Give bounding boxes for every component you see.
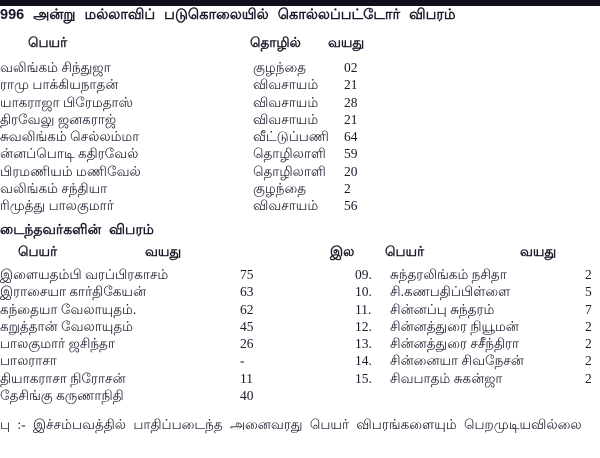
header-serial: இல xyxy=(330,244,355,259)
injured-row xyxy=(0,266,600,283)
injured-serial: 15. xyxy=(355,370,372,386)
injured-age: 2 xyxy=(585,318,592,334)
injured-name: தியாகராசா நிரோசன் xyxy=(0,370,126,386)
victim-occupation: விவசாயம் xyxy=(253,111,319,127)
killed-row xyxy=(0,128,600,145)
injured-table-right-column xyxy=(0,266,600,387)
footer-note: பு :- இச்சம்பவத்தில் பாதிப்படைந்த அனைவரது பெயர் விபரங்களையும் பெறமுடியவில்லை xyxy=(0,417,582,432)
killed-table xyxy=(0,59,600,215)
injured-age: - xyxy=(240,353,245,369)
victim-name: பிரமணியம் மணிவேல் xyxy=(0,163,141,179)
killed-row xyxy=(0,111,600,128)
injured-name: சுந்தரலிங்கம் நசிதா xyxy=(390,267,507,282)
victim-occupation: வீட்டுப்பணி xyxy=(253,129,329,145)
document-title: 996 அன்று மல்லாவிப் படுகொலையில் கொல்லப்பட்டோர் விபரம் xyxy=(0,7,456,23)
killed-row xyxy=(0,163,600,180)
injured-name: சின்னத்துரை நியூமன் xyxy=(390,318,519,334)
header-occupation: தொழில் xyxy=(250,35,301,50)
injured-serial: 14. xyxy=(355,353,372,369)
victim-age: 02 xyxy=(344,60,358,75)
injured-serial: 10. xyxy=(355,284,372,300)
injured-name: சின்னத்துரை சசீந்திரா xyxy=(390,336,520,352)
victim-occupation: தொழிலாளி xyxy=(253,163,326,179)
header-age: வயது xyxy=(328,35,365,50)
victim-name: ரிமுத்து பாலகுமார் xyxy=(0,198,114,214)
injured-name: சின்னையா சிவநேசன் xyxy=(390,353,524,369)
injured-row xyxy=(0,387,600,404)
injured-serial: 09. xyxy=(355,267,372,282)
killed-row xyxy=(0,94,600,111)
victim-age: 28 xyxy=(344,94,358,110)
injured-row xyxy=(0,352,600,369)
header-name-right: பெயர் xyxy=(385,244,425,259)
killed-row xyxy=(0,180,600,197)
injured-name: பாலகுமார் ஜசிந்தா xyxy=(0,336,115,352)
victim-occupation: விவசாயம் xyxy=(253,77,319,93)
injured-name: இளையதம்பி வரப்பிரகாசம் xyxy=(0,267,169,282)
injured-age: 2 xyxy=(585,336,592,352)
header-name: பெயர் xyxy=(28,35,68,50)
victim-occupation: விவசாயம் xyxy=(253,94,319,110)
injured-age: 7 xyxy=(585,301,592,317)
victim-name: சுவலிங்கம் செல்லம்மா xyxy=(0,129,140,145)
killed-row xyxy=(0,145,600,162)
victim-age: 20 xyxy=(344,163,358,179)
injured-serial: 11. xyxy=(355,301,372,317)
injured-row xyxy=(0,301,600,318)
injured-age: 26 xyxy=(240,336,254,352)
victim-occupation: தொழிலாளி xyxy=(253,146,326,162)
header-age-left: வயது xyxy=(145,244,182,259)
injured-age: 2 xyxy=(585,370,592,386)
victim-occupation: குழந்தை xyxy=(253,60,307,75)
injured-name: கந்தையா வேலாயுதம். xyxy=(0,301,137,317)
injured-section-heading: டைந்தவர்களின் விபரம் xyxy=(0,221,154,237)
victim-age: 21 xyxy=(344,77,358,93)
injured-name: பாலராசா xyxy=(0,353,57,369)
injured-name: கறுத்தான் வேலாயுதம் xyxy=(0,318,134,334)
scan-top-edge-bar xyxy=(0,0,600,6)
injured-row xyxy=(0,318,600,335)
injured-name: சிவபாதம் சுகன்ஜா xyxy=(390,370,503,386)
injured-row xyxy=(0,335,600,352)
header-age-right: வயது xyxy=(520,244,557,259)
injured-age: 62 xyxy=(240,301,254,317)
header-name-left: பெயர் xyxy=(18,244,58,259)
victim-name: யாகராஜா பிரேமதாஸ் xyxy=(0,94,134,110)
victim-occupation: விவசாயம் xyxy=(253,198,319,214)
victim-age: 2 xyxy=(344,181,351,197)
victim-age: 56 xyxy=(344,198,358,214)
killed-row xyxy=(0,197,600,214)
killed-row xyxy=(0,76,600,93)
injured-age: 11 xyxy=(240,370,253,386)
injured-row xyxy=(0,370,600,387)
injured-name: சி.கணபதிப்பிள்ளை xyxy=(390,284,511,300)
injured-age: 63 xyxy=(240,284,254,300)
victim-name: வலிங்கம் சிந்துஜா xyxy=(0,60,111,75)
victim-name: ன்னப்பொடி கதிரவேல் xyxy=(0,146,139,162)
victim-name: வலிங்கம் சந்தியா xyxy=(0,181,108,197)
injured-age: 2 xyxy=(585,267,592,282)
injured-row xyxy=(0,283,600,300)
victim-age: 21 xyxy=(344,111,358,127)
injured-name: சின்னப்பு சுந்தரம் xyxy=(390,301,495,317)
injured-name: இராசையா கார்திகேயன் xyxy=(0,284,147,300)
killed-row xyxy=(0,59,600,76)
victim-name: ராமு பாக்கியநாதன் xyxy=(0,77,119,93)
injured-age: 5 xyxy=(585,284,592,300)
injured-table-header xyxy=(0,244,600,262)
victim-occupation: குழந்தை xyxy=(253,181,307,197)
killed-table-header xyxy=(0,35,600,53)
injured-name: தேசிங்கு கருணாநிதி xyxy=(0,388,124,404)
victim-name: திரவேலு ஜனகராஜ் xyxy=(0,111,117,127)
injured-age: 2 xyxy=(585,353,592,369)
injured-age: 75 xyxy=(240,267,254,282)
victim-age: 64 xyxy=(344,129,358,145)
victim-age: 59 xyxy=(344,146,358,162)
injured-serial: 12. xyxy=(355,318,372,334)
injured-age: 45 xyxy=(240,318,254,334)
injured-serial: 13. xyxy=(355,336,372,352)
injured-age: 40 xyxy=(240,388,254,404)
